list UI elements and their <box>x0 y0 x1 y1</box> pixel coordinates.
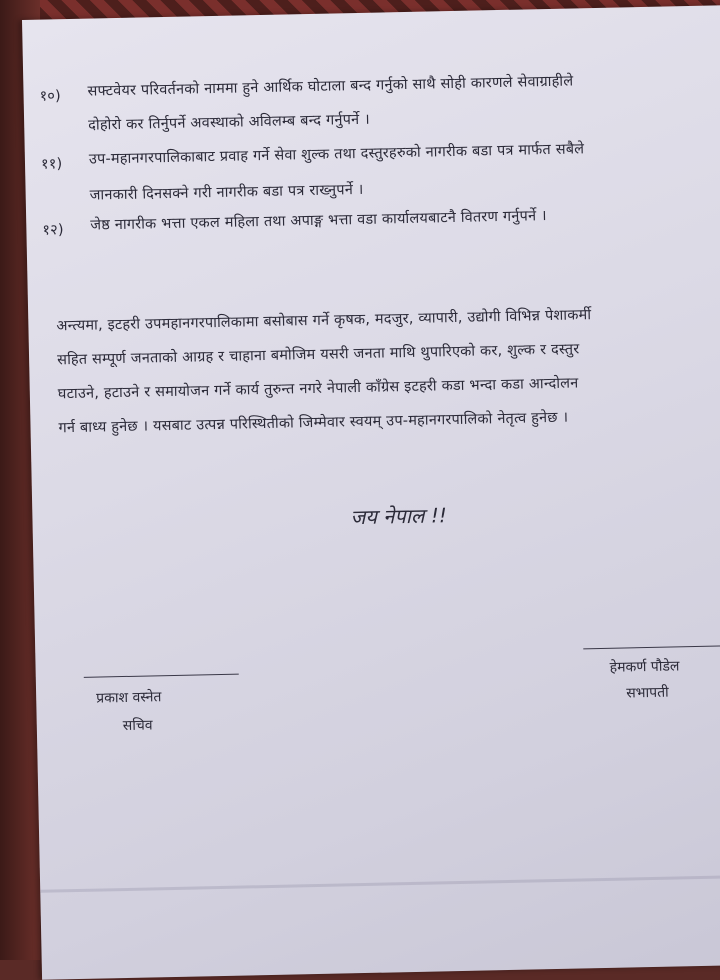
document-page <box>22 5 720 980</box>
left-signatory-title: सचिव <box>122 717 153 735</box>
item-12-number: १२) <box>42 222 64 239</box>
item-10-line-2: दोहोरो कर तिर्नुपर्ने अवस्थाको अविलम्ब बन्द गर्नुपर्ने । <box>88 111 370 134</box>
closing-line-3: घटाउने, हटाउने र समायोजन गर्ने कार्य तुरुन्त नगरे नेपाली काँग्रेस इटहरी कडा भन्दा कडा आन्दोलन <box>57 375 579 403</box>
left-signatory-name: प्रकाश वस्नेत <box>96 689 162 707</box>
item-11-line-1: उप-महानगरपालिकाबाट प्रवाह गर्ने सेवा शुल्क तथा दस्तुरहरुको नागरीक बडा पत्र मार्फत सबैले <box>88 141 585 168</box>
left-signature-line <box>84 674 239 678</box>
paper-fold <box>40 875 720 893</box>
closing-line-4: गर्न बाध्य हुनेछ । यसबाट उत्पन्न परिस्थितीको जिम्मेवार स्वयम् उप-महानगरपालिको नेतृत्व हुनेछ । <box>58 409 569 437</box>
closing-line-2: सहित सम्पूर्ण जनताको आग्रह र चाहाना बमोजिम यसरी जनता माथि थुपारिएको कर, शुल्क र दस्तुर <box>56 341 580 369</box>
closing-line-1: अन्त्यमा, इटहरी उपमहानगरपालिकामा बसोबास गर्ने कृषक, मदजुर, व्यापारी, उद्योगी विभिन्न पेशाकर्मी <box>56 307 592 335</box>
right-signature-line <box>583 645 720 649</box>
item-12-line-1: जेष्ठ नागरीक भत्ता एकल महिला तथा अपाङ्ग भत्ता वडा कार्यालयबाटनै वितरण गर्नुपर्ने । <box>90 208 547 234</box>
item-10-number: १०) <box>39 88 62 105</box>
item-11-line-2: जानकारी दिनसक्ने गरी नागरीक बडा पत्र राख्नुपर्ने । <box>89 181 364 204</box>
slogan: जय नेपाल !! <box>350 503 448 530</box>
item-10-line-1: सफ्टवेयर परिवर्तनको नाममा हुने आर्थिक घोटाला बन्द गर्नुको साथै सोही कारणले सेवाग्राहीले <box>87 73 574 100</box>
right-signatory-name: हेमकर्ण पौडेल <box>609 658 680 676</box>
item-11-number: ११) <box>40 156 63 173</box>
right-signatory-title: सभापती <box>626 684 669 702</box>
